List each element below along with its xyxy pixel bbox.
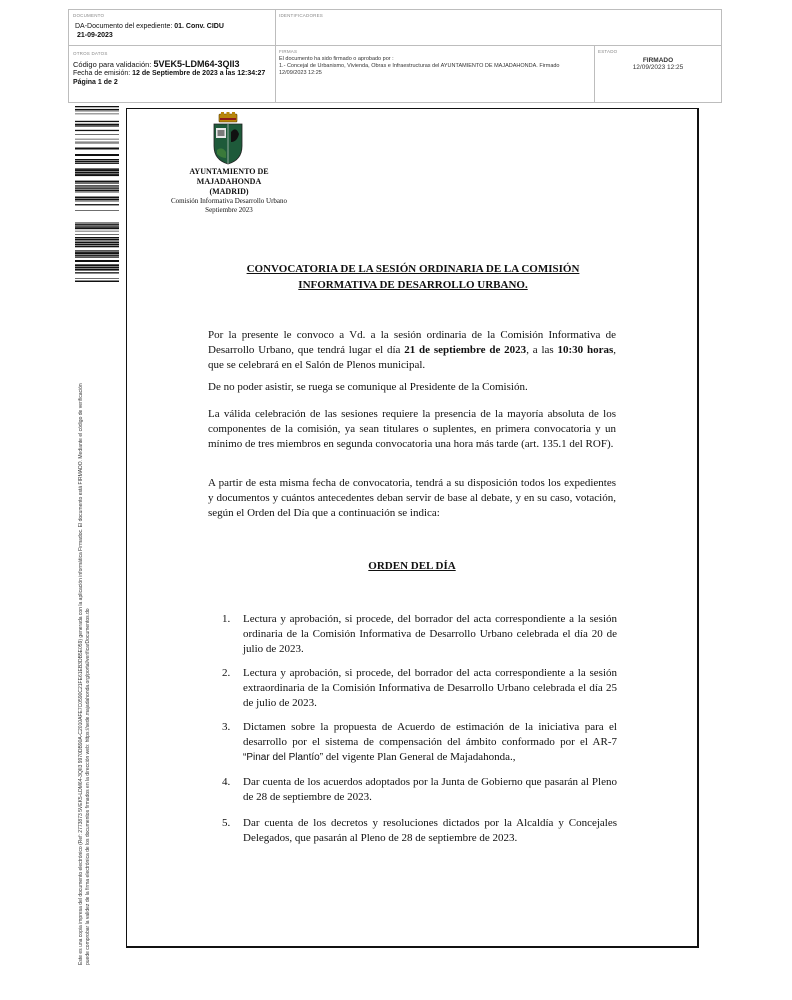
agenda-item-text: Dar cuenta de los decretos y resoluciones dictados por la Alcaldía y Concejales Delegados, que pasarán al Pleno de 28 de septiembre de 2023. xyxy=(243,817,617,844)
barcode-image xyxy=(75,106,119,282)
barcode-bar xyxy=(75,264,119,266)
documento-name: 01. Conv. CIDU xyxy=(174,23,224,30)
barcode-bar xyxy=(75,130,119,131)
page-count: Página 1 de 2 xyxy=(73,79,118,86)
documento-date: 21-09-2023 xyxy=(77,32,113,39)
agenda-item xyxy=(222,816,617,846)
barcode-bar xyxy=(75,126,119,127)
barcode-bar xyxy=(75,246,119,247)
barcode-bar xyxy=(75,237,119,238)
text-run: Por la presente le convoco a Vd. a la sesión ordinaria de la Comisión Informativa de Desarrollo Urbano, que tendrá lugar el día xyxy=(208,329,616,356)
meeting-date: 21 de septiembre de 2023 xyxy=(404,344,527,356)
agenda-item-number: 5. xyxy=(222,817,231,829)
barcode-bar xyxy=(75,159,119,160)
barcode-bar xyxy=(75,204,119,205)
identificadores-cell xyxy=(279,13,579,18)
paragraph-convocatoria xyxy=(208,328,616,373)
document-header xyxy=(68,9,722,103)
barcode-bar xyxy=(75,197,119,199)
fecha-value: 12 de Septiembre de 2023 a las 12:34:27 xyxy=(132,70,266,77)
text-run: del vigente Plan General de Majadahonda., xyxy=(323,751,516,763)
orden-del-dia-heading: ORDEN DEL DÍA xyxy=(368,560,456,572)
barcode-bar xyxy=(75,272,119,273)
barcode-bar xyxy=(75,201,119,202)
otros-datos-caption: OTROS DATOS xyxy=(73,51,108,56)
estado-caption: ESTADO xyxy=(598,49,618,54)
barcode-bar xyxy=(75,139,119,140)
codigo-line xyxy=(73,60,273,69)
agenda-item-number: 3. xyxy=(222,721,231,733)
text-run: , que se celebrará en el Salón de Plenos municipal. xyxy=(208,344,616,371)
barcode-bar xyxy=(75,148,119,150)
fecha-line xyxy=(73,69,273,78)
barcode-bar xyxy=(75,225,119,226)
barcode-bar xyxy=(75,223,119,224)
barcode-bar xyxy=(75,181,119,183)
barcode-bar xyxy=(75,121,119,122)
barcode-bar xyxy=(75,192,119,193)
codigo-prefix: Código para validación: xyxy=(73,60,154,69)
title-line: CONVOCATORIA DE LA SESIÓN ORDINARIA DE LA COMISIÓN xyxy=(246,263,580,275)
firmas-line: 12/09/2023 12:25 xyxy=(279,70,322,76)
agenda-item-number: 1. xyxy=(222,613,231,625)
agenda-item-text xyxy=(243,720,617,765)
coat-of-arms-icon xyxy=(211,112,245,166)
paragraph-asistencia: De no poder asistir, se ruega se comunique al Presidente de la Comisión. xyxy=(208,381,528,393)
barcode-bar xyxy=(75,134,119,135)
divider xyxy=(69,45,721,46)
barcode-bar xyxy=(75,111,119,112)
barcode-bar xyxy=(75,172,119,174)
documento-line xyxy=(75,22,273,31)
agenda-item-text: Dar cuenta de los acuerdos adoptados por la Junta de Gobierno que pasarán al Pleno de 28 de septiembre de 2023. xyxy=(243,776,617,803)
org-line: Septiembre 2023 xyxy=(205,206,253,214)
codigo-value: 5VEK5-LDM64-3QII3 xyxy=(153,59,240,69)
barcode-bar xyxy=(75,185,119,186)
barcode-bar xyxy=(75,114,119,115)
text-run: Dictamen sobre la propuesta de Acuerdo de estimación de la iniciativa para el desarrollo por el sistema de compensación del ámbito conformado por el AR-7 xyxy=(243,721,617,748)
documento-prefix: DA-Documento del expediente: xyxy=(75,23,175,30)
paragraph-quorum: La válida celebración de las sesiones requiere la presencia de la mayoría absoluta de los componentes de la comisión, ya sean titulares o suplentes, en primera convocatoria y un mínimo de tres miembros en segunda convocatoria una hora más tarde (art. 135.1 del ROF). xyxy=(208,408,616,450)
fecha-prefix: Fecha de emisión: xyxy=(73,70,133,77)
estado-value: FIRMADO xyxy=(642,57,674,64)
barcode-bar xyxy=(75,241,119,242)
barcode-bar xyxy=(75,163,119,164)
estado-date: 12/09/2023 12:25 xyxy=(632,64,684,71)
barcode-bar xyxy=(75,242,119,243)
verification-side-text xyxy=(78,275,92,965)
document-title xyxy=(196,261,630,293)
barcode-bar xyxy=(75,124,119,126)
org-line: AYUNTAMIENTO DE xyxy=(189,167,269,176)
estado-cell xyxy=(598,49,718,71)
barcode-bar xyxy=(75,252,119,254)
agenda-item-text: Lectura y aprobación, si procede, del borrador del acta correspondiente a la sesión extraordinaria de la Comisión Informativa de Desarrollo Urbano celebrada el día 25 de julio de 2023. xyxy=(243,667,617,709)
barcode-bar xyxy=(75,174,119,176)
otros-datos-cell xyxy=(73,51,273,87)
barcode-bar xyxy=(75,190,119,191)
barcode-bar xyxy=(75,161,119,162)
org-line: Comisión Informativa Desarrollo Urbano xyxy=(170,197,288,205)
barcode-bar xyxy=(75,210,119,211)
barcode-bar xyxy=(75,269,119,271)
agenda-item-number: 4. xyxy=(222,776,231,788)
barcode-bar xyxy=(75,169,119,171)
firmas-line: El documento ha sido firmado o aprobado por : xyxy=(279,56,394,62)
agenda-item xyxy=(222,775,617,805)
barcode-bar xyxy=(75,106,119,107)
barcode-bar xyxy=(75,187,119,188)
barcode-bar xyxy=(75,199,119,200)
barcode-bar xyxy=(75,267,119,268)
barcode-bar xyxy=(75,183,119,184)
barcode-bar xyxy=(75,154,119,156)
agenda-item xyxy=(222,612,617,657)
side-text-line: puede comprobar la validez de la firma electrónica de los documentos firmados en la dirección web: https://sede.majadahonda.org/portal/verificarDocumentos.do xyxy=(85,608,91,965)
divider xyxy=(594,46,595,102)
org-line: (MADRID) xyxy=(209,187,249,196)
documento-cell xyxy=(73,13,273,40)
firmas-cell xyxy=(279,49,591,77)
firmas-caption: FIRMAS xyxy=(279,49,298,54)
divider xyxy=(275,10,276,102)
barcode-bar xyxy=(75,224,119,225)
agenda-item xyxy=(222,666,617,711)
meeting-time: 10:30 horas xyxy=(557,344,614,356)
barcode-bar xyxy=(75,260,119,262)
agenda-item-number: 2. xyxy=(222,667,231,679)
barcode-bar xyxy=(75,188,119,189)
barcode-bar xyxy=(75,255,119,256)
organization-block xyxy=(150,167,308,215)
agenda-item-text: Lectura y aprobación, si procede, del borrador del acta correspondiente a la sesión ordinaria de la Comisión Informativa de Desarrollo Urbano celebrada el día 20 de julio de 2023. xyxy=(243,613,617,655)
barcode-bar xyxy=(75,234,119,235)
barcode-bar xyxy=(75,168,119,169)
barcode-bar xyxy=(75,250,119,251)
barcode-bar xyxy=(75,231,119,232)
org-line: MAJADAHONDA xyxy=(196,177,262,186)
barcode-bar xyxy=(75,239,119,240)
paragraph-documentacion: A partir de esta misma fecha de convocatoria, tendrá a su disposición todos los expedientes y documentos y cuántos antecedentes deban servir de base al debate, y en su caso, votación, según el Orden del Día que a continuación se indica: xyxy=(208,477,616,519)
text-run: “Pinar del Plantío” xyxy=(243,752,324,763)
text-run: , a las xyxy=(526,344,558,356)
side-text-line: Este es una copia impresa del documento electrónico (Ref: 2773873 5VEK5-LDM64-3QII3 9970DB90A-C2010AFE7C0590C21FE61EB3DB5E059) generada con la aplicación informática Firmadoc. El documento está FIRMADO. Mediante el código de verificación xyxy=(78,383,84,965)
firmas-line: 1.- Concejal de Urbanismo, Vivienda, Obras e Infraestructuras del AYUNTAMIENTO DE MAJADAHONDA. Firmado xyxy=(279,63,560,69)
barcode-bar xyxy=(75,227,119,229)
barcode-bar xyxy=(75,244,119,246)
documento-caption: DOCUMENTO xyxy=(73,13,105,18)
identificadores-caption: IDENTIFICADORES xyxy=(279,13,324,18)
barcode-bar xyxy=(75,256,119,257)
barcode-bar xyxy=(75,142,119,143)
barcode-bar xyxy=(75,109,119,110)
agenda-item xyxy=(222,720,617,765)
barcode-bar xyxy=(75,143,119,144)
title-line: INFORMATIVA DE DESARROLLO URBANO. xyxy=(298,279,528,291)
